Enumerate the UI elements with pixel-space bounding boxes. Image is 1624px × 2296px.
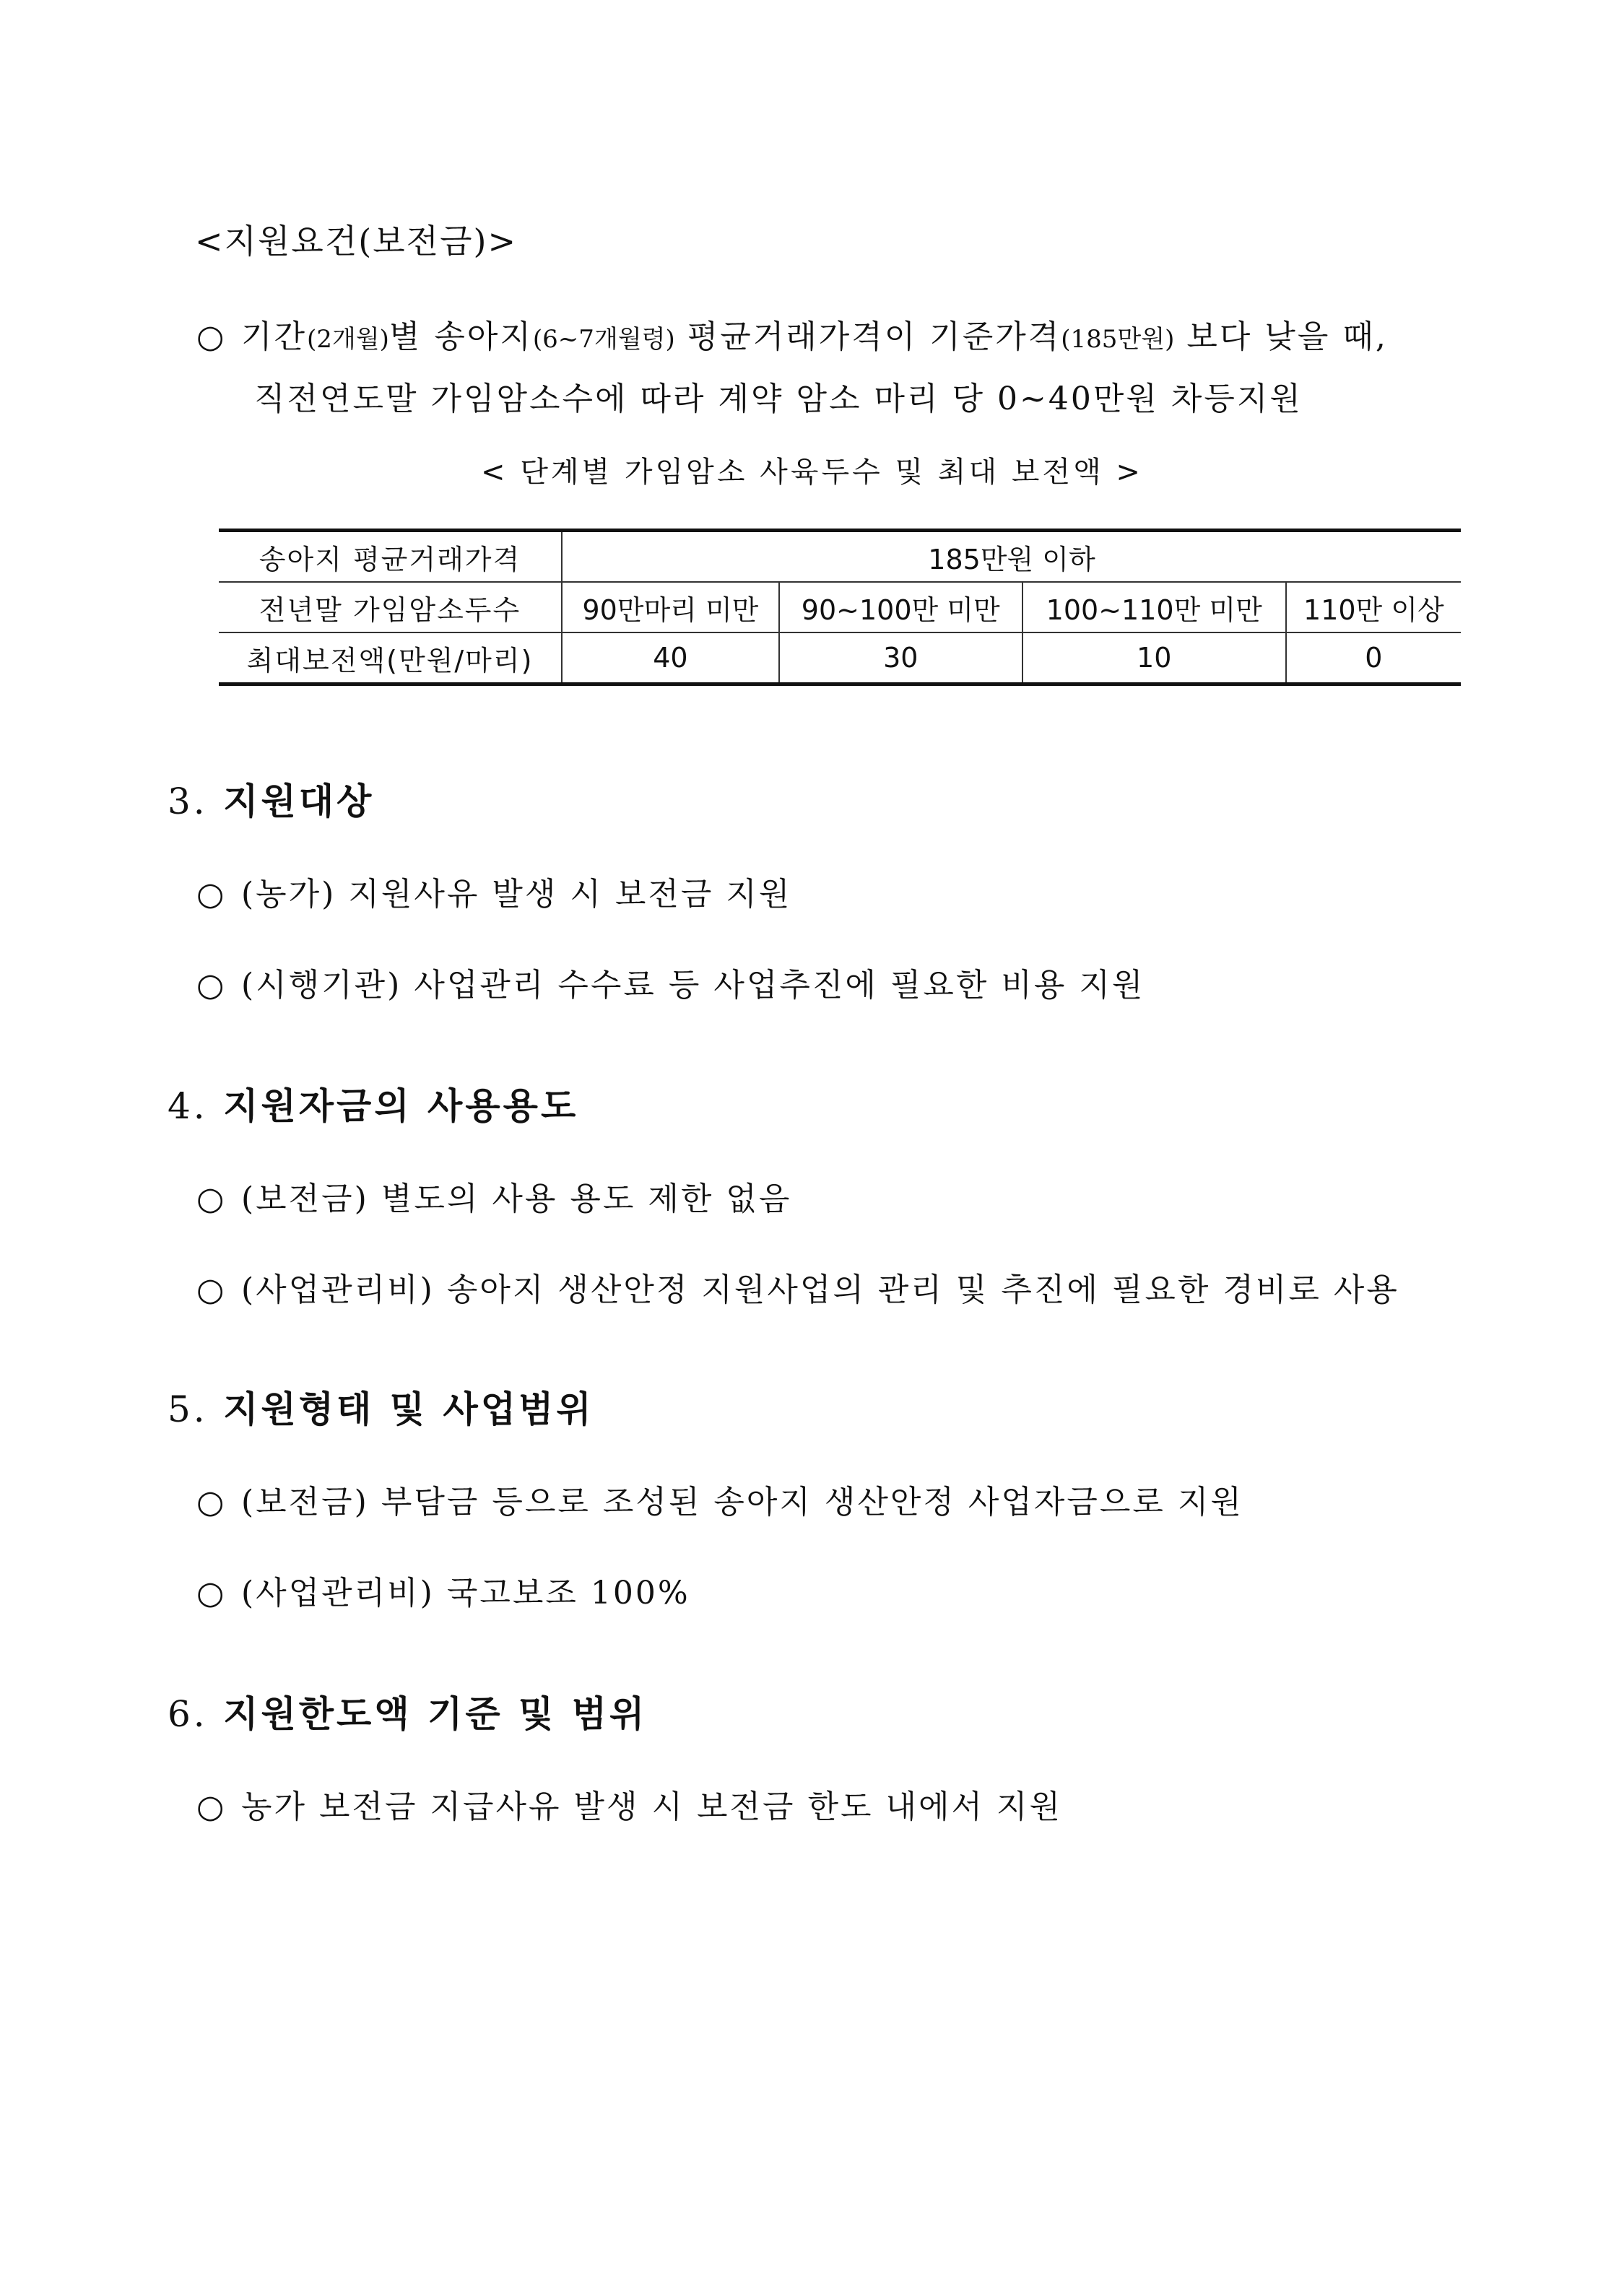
requirements-bullet-line-1: ○ 기간(2개월)별 송아지(6~7개월령) 평균거래가격이 기준가격(185만원) 보다 낮을 때, (196, 318, 1388, 355)
table-cell: 185만원 이하 (562, 531, 1461, 583)
table-cell: 90~100만 미만 (779, 582, 1022, 632)
bullet-circle-icon: ○ (196, 1271, 227, 1308)
bullet-circle-icon: ○ (196, 1180, 227, 1217)
table-cell: 100~110만 미만 (1022, 582, 1286, 632)
section-3-item: ○ (시행기관) 사업관리 수수료 등 사업추진에 필요한 비용 지원 (196, 967, 1145, 1004)
section-6-item: ○ 농가 보전금 지급사유 발생 시 보전금 한도 내에서 지원 (196, 1788, 1062, 1825)
section-3-item: ○ (농가) 지원사유 발생 시 보전금 지원 (196, 876, 792, 913)
bullet-circle-icon: ○ (196, 1788, 227, 1825)
bullet-circle-icon: ○ (196, 1484, 227, 1521)
table-row (219, 531, 1461, 583)
table-row (219, 582, 1461, 632)
section-4-title: 4. 지원자금의 사용용도 (168, 1084, 579, 1127)
section-5-item: ○ (사업관리비) 국고보조 100% (196, 1575, 690, 1612)
section-3-title: 3. 지원대상 (168, 780, 375, 822)
requirements-heading: <지원요건(보전금)> (195, 222, 518, 261)
section-5-item: ○ (보전금) 부담금 등으로 조성된 송아지 생산안정 사업자금으로 지원 (196, 1484, 1243, 1521)
section-5-title: 5. 지원형태 및 사업범위 (168, 1388, 594, 1430)
requirements-bullet-line-2: 직전연도말 가임암소수에 따라 계약 암소 마리 당 0~40만원 차등지원 (254, 381, 1303, 417)
bullet-circle-icon: ○ (196, 318, 227, 355)
table-row-label: 송아지 평균거래가격 (219, 531, 562, 583)
table-cell: 40 (562, 632, 779, 684)
section-6-title: 6. 지원한도액 기준 및 범위 (168, 1692, 648, 1735)
support-table (219, 529, 1461, 686)
table-cell: 110만 이상 (1286, 582, 1461, 632)
table-cell: 10 (1022, 632, 1286, 684)
section-4-item: ○ (보전금) 별도의 사용 용도 제한 없음 (196, 1180, 792, 1217)
table-caption: < 단계별 가임암소 사육두수 및 최대 보전액 > (481, 456, 1143, 489)
bullet-circle-icon: ○ (196, 967, 227, 1004)
bullet-circle-icon: ○ (196, 876, 227, 913)
bullet-circle-icon: ○ (196, 1575, 227, 1612)
table-row-label: 전년말 가임암소두수 (219, 582, 562, 632)
table-cell: 0 (1286, 632, 1461, 684)
table-row (219, 632, 1461, 684)
table-row-label: 최대보전액(만원/마리) (219, 632, 562, 684)
table-cell: 90만마리 미만 (562, 582, 779, 632)
section-4-item: ○ (사업관리비) 송아지 생산안정 지원사업의 관리 및 추진에 필요한 경비로 사용 (196, 1271, 1399, 1308)
table-cell: 30 (779, 632, 1022, 684)
